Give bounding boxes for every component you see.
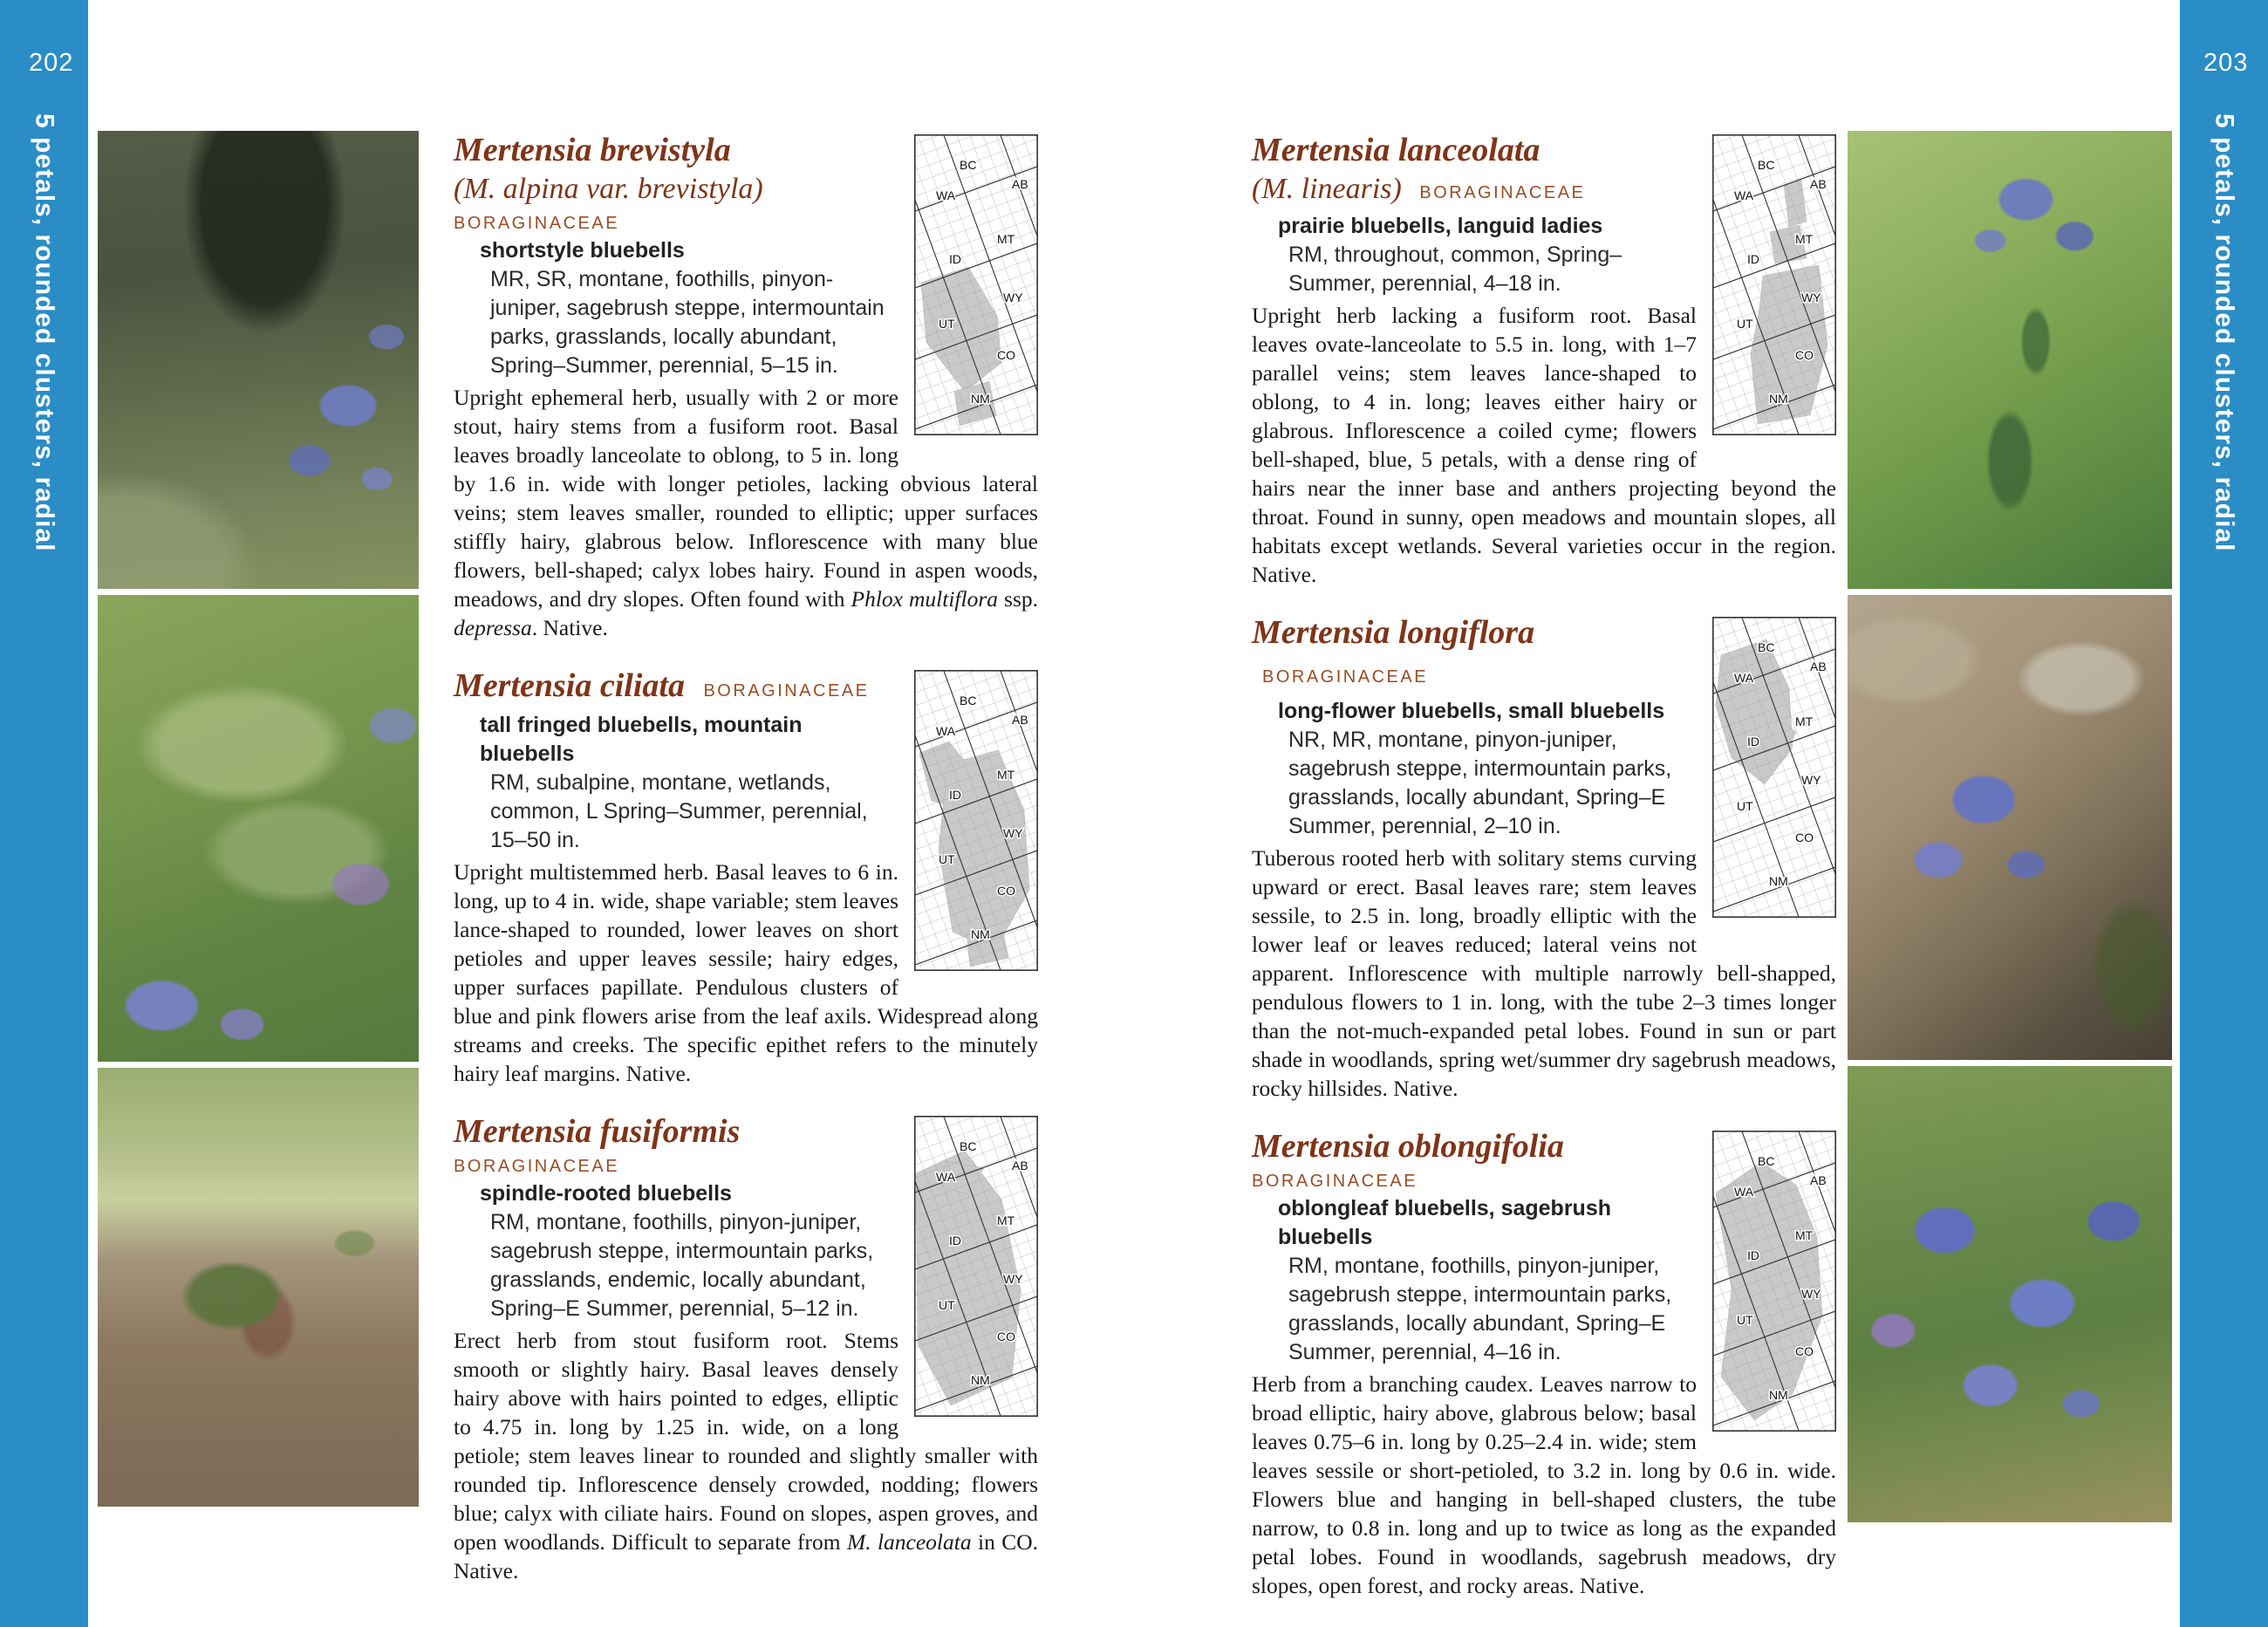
range-map xyxy=(914,670,1038,971)
map-state-label: AB xyxy=(1810,177,1827,191)
map-state-label: WA xyxy=(1734,1185,1754,1199)
map-state-label: MT xyxy=(1795,1228,1814,1242)
species-title: Mertensia longiflora xyxy=(1252,614,1535,651)
habitat-info: NR, MR, montane, pinyon-juniper, sagebrush steppe, intermountain parks, grasslands, locally abundant, Spring–E Summer, perennial, 2–10 in. xyxy=(1288,728,1672,838)
map-state-label: UT xyxy=(1737,317,1753,331)
text-column-left xyxy=(454,131,1038,1610)
species-entry xyxy=(1252,131,1836,589)
section-label-right: 5 petals, rounded clusters, radial xyxy=(2210,113,2239,552)
habitat-info: RM, montane, foothills, pinyon-juniper, sagebrush steppe, intermountain parks, grasslands, endemic, locally abundant, Spring–E Summer, perennial, 5–12 in. xyxy=(490,1210,874,1321)
map-state-label: UT xyxy=(1737,1313,1753,1327)
species-description: Tuberous rooted herb with solitary stems curving upward or erect. Basal leaves rare; stem leaves sessile, to 2.5 in. long, broadly elliptic with the lower leaf or leaves reduced; lateral veins not apparent. Inflorescence with multiple narrowly bell-shapped, pendulous flowers to 1 in. long, with the tube 2–3 times longer than the not-much-expanded petal lobes. Found in sun or part shade in woodlands, spring wet/summer dry sagebrush meadows, rocky hillsides. Native. xyxy=(1252,845,1836,1101)
photo-mertensia-oblongifolia xyxy=(1848,1066,2172,1522)
map-state-label: WY xyxy=(1801,291,1821,304)
map-state-label: AB xyxy=(1810,660,1827,673)
family-name: BORAGINACEAE xyxy=(1252,1172,1418,1191)
map-state-label: BC xyxy=(960,1139,977,1153)
family-name-inline: BORAGINACEAE xyxy=(703,681,870,701)
map-state-label: WY xyxy=(1801,773,1821,787)
map-state-label: WY xyxy=(1003,1272,1023,1286)
map-state-label: NM xyxy=(971,1373,990,1387)
text-column-right xyxy=(1252,131,1836,1624)
species-title: Mertensia brevistyla xyxy=(454,132,731,168)
map-state-label: NM xyxy=(1769,392,1788,406)
map-state-label: NM xyxy=(1769,1388,1788,1402)
habitat-info: RM, throughout, common, Spring–Summer, perennial, 4–18 in. xyxy=(1288,243,1622,296)
species-title: Mertensia ciliata xyxy=(454,667,685,704)
map-state-label: ID xyxy=(1747,1248,1759,1262)
habitat-info: RM, montane, foothills, pinyon-juniper, sagebrush steppe, intermountain parks, grasslands, locally abundant, Spring–E Summer, perennial, 4–16 in. xyxy=(1288,1254,1672,1364)
map-state-label: WA xyxy=(1734,671,1754,685)
species-description: Upright ephemeral herb, usually with 2 or more stout, hairy stems from a fusiform root. Basal leaves broadly lanceolate to oblong, to 5 in. long by 1.6 in. wide with longer petioles, lacking obvious lateral veins; stem leaves smaller, rounded to elliptic; upper surfaces stiffly hairy, glabrous below. Inflorescence with many blue flowers, bell-shaped; calyx lobes hairy. Found in aspen woods, meadows, and dry slopes. Often found with Phlox multiflora ssp. depressa. Native. xyxy=(454,385,1038,640)
map-state-label: CO xyxy=(1795,831,1814,844)
map-state-label: WY xyxy=(1003,826,1023,840)
map-state-label: NM xyxy=(971,927,990,941)
range-map xyxy=(1712,1131,1836,1432)
map-state-label: MT xyxy=(997,232,1015,246)
range-map xyxy=(914,134,1038,435)
map-state-label: UT xyxy=(939,1298,955,1312)
page-number-right: 203 xyxy=(2203,49,2249,77)
map-state-label: AB xyxy=(1012,177,1028,191)
map-state-label: BC xyxy=(1758,640,1775,654)
map-state-label: WA xyxy=(936,1170,956,1184)
map-state-label: WA xyxy=(936,188,956,202)
species-entry xyxy=(1252,613,1836,1103)
range-map xyxy=(1712,134,1836,435)
range-map xyxy=(1712,617,1836,918)
range-map xyxy=(914,1116,1038,1417)
species-title: Mertensia fusiformis xyxy=(454,1113,741,1150)
common-names: spindle-rooted bluebells xyxy=(480,1181,732,1206)
map-state-label: UT xyxy=(1737,799,1753,813)
species-entry xyxy=(454,667,1038,1088)
map-state-label: MT xyxy=(997,768,1015,782)
habitat-info: MR, SR, montane, foothills, pinyon-juniper, sagebrush steppe, intermountain parks, grasslands, locally abundant, Spring–Summer, perennial, 5–15 in. xyxy=(490,267,885,378)
page-number-left: 202 xyxy=(29,49,74,77)
map-state-label: ID xyxy=(1747,252,1759,266)
family-name: BORAGINACEAE xyxy=(454,1157,620,1176)
map-state-label: MT xyxy=(997,1213,1015,1227)
left-page-sidebar xyxy=(0,0,88,1627)
photo-column-right xyxy=(1848,131,2172,1522)
photo-column-left xyxy=(98,131,419,1507)
common-names: prairie bluebells, languid ladies xyxy=(1278,214,1603,238)
map-state-label: WY xyxy=(1801,1287,1821,1301)
species-description: Herb from a branching caudex. Leaves narrow to broad elliptic, hairy above, glabrous below; basal leaves 0.75–6 in. long by 0.25–2.4 in. wide; stem leaves sessile or short-petioled, to 3.2 in. long by 0.6 in. wide. Flowers blue and hanging in bell-shaped clusters, the tube narrow, to 0.8 in. long and up to twice as long as the expanded petal lobes. Found in woodlands, sagebrush meadows, dry slopes, open forest, and rocky areas. Native. xyxy=(1252,1371,1836,1598)
map-state-label: CO xyxy=(1795,1344,1814,1358)
map-state-label: CO xyxy=(997,348,1015,362)
map-state-label: UT xyxy=(939,852,955,866)
map-state-label: AB xyxy=(1810,1173,1827,1187)
species-entry xyxy=(454,131,1038,642)
photo-mertensia-ciliata xyxy=(98,595,419,1062)
map-state-label: AB xyxy=(1012,713,1028,727)
family-name: BORAGINACEAE xyxy=(454,214,620,233)
map-state-label: NM xyxy=(971,392,990,406)
photo-mertensia-fusiformis xyxy=(98,1068,419,1507)
map-state-label: ID xyxy=(1747,735,1759,749)
photo-mertensia-longiflora xyxy=(1848,595,2172,1060)
map-state-label: BC xyxy=(960,694,977,708)
common-names: tall fringed bluebells, mountain bluebells xyxy=(480,713,803,766)
species-entry xyxy=(1252,1127,1836,1600)
map-state-label: BC xyxy=(960,158,977,172)
map-state-label: ID xyxy=(949,1234,961,1248)
species-description: Upright multistemmed herb. Basal leaves to 6 in. long, up to 4 in. wide, shape variable; stem leaves lance-shaped to rounded, lower leaves on short petioles and upper leaves sessile; hairy edges, upper surfaces papillate. Pendulous clusters of blue and pink flowers arise from the leaf axils. Widespread along streams and creeks. The specific epithet refers to the minutely hairy leaf margins. Native. xyxy=(454,859,1038,1086)
habitat-info: RM, subalpine, montane, wetlands, common, L Spring–Summer, perennial, 15–50 in. xyxy=(490,770,868,852)
map-state-label: ID xyxy=(949,252,961,266)
photo-mertensia-brevistyla xyxy=(98,131,419,589)
species-title: Mertensia lanceolata xyxy=(1252,132,1540,168)
map-state-label: WA xyxy=(1734,188,1754,202)
map-state-label: BC xyxy=(1758,158,1775,172)
common-names: oblongleaf bluebells, sagebrush bluebells xyxy=(1278,1196,1612,1249)
right-page-sidebar xyxy=(2180,0,2268,1627)
species-description: Upright herb lacking a fusiform root. Basal leaves ovate-lanceolate to 5.5 in. long, with 1–7 parallel veins; stem leaves lance-shaped to oblong, to 4 in. long; leaves either hairy or glabrous. Inflorescence a coiled cyme; flowers bell-shaped, blue, 5 petals, with a dense ring of hairs near the inner base and anthers projecting beyond the throat. Found in sunny, open meadows and mountain slopes, all habitats except wetlands. Several varieties occur in the region. Native. xyxy=(1252,303,1836,587)
map-state-label: ID xyxy=(949,788,961,802)
photo-mertensia-lanceolata xyxy=(1848,131,2172,589)
map-state-label: AB xyxy=(1012,1159,1028,1172)
species-title: Mertensia oblongifolia xyxy=(1252,1128,1564,1165)
species-synonym: (M. alpina var. brevistyla) xyxy=(454,173,763,205)
common-names: shortstyle bluebells xyxy=(480,238,685,263)
species-entry xyxy=(454,1112,1038,1585)
section-label-left: 5 petals, rounded clusters, radial xyxy=(30,113,59,552)
species-description: Erect herb from stout fusiform root. Stems smooth or slightly hairy. Basal leaves densely hairy above with hairs pointed to edges, elliptic to 4.75 in. long by 1.25 in. wide, on a long petiole; stem leaves linear to rounded and slightly smaller with rounded tip. Inflorescence densely crowded, nodding; flowers blue; calyx with ciliate hairs. Found on slopes, aspen groves, and open woodlands. Difficult to separate from M. lanceolata in CO. Native. xyxy=(454,1328,1038,1583)
map-state-label: WY xyxy=(1003,291,1023,304)
common-names: long-flower bluebells, small bluebells xyxy=(1278,699,1665,723)
map-state-label: BC xyxy=(1758,1154,1775,1168)
map-state-label: CO xyxy=(997,884,1015,898)
map-state-label: MT xyxy=(1795,714,1814,728)
map-state-label: WA xyxy=(936,724,956,738)
family-name-inline: BORAGINACEAE xyxy=(1419,183,1586,202)
map-state-label: MT xyxy=(1795,232,1814,246)
map-state-label: NM xyxy=(1769,874,1788,888)
family-name-inline: BORAGINACEAE xyxy=(1262,667,1429,687)
map-state-label: CO xyxy=(997,1330,1015,1343)
species-synonym: (M. linearis) xyxy=(1252,173,1402,205)
map-state-label: CO xyxy=(1795,348,1814,362)
map-state-label: UT xyxy=(939,317,955,331)
